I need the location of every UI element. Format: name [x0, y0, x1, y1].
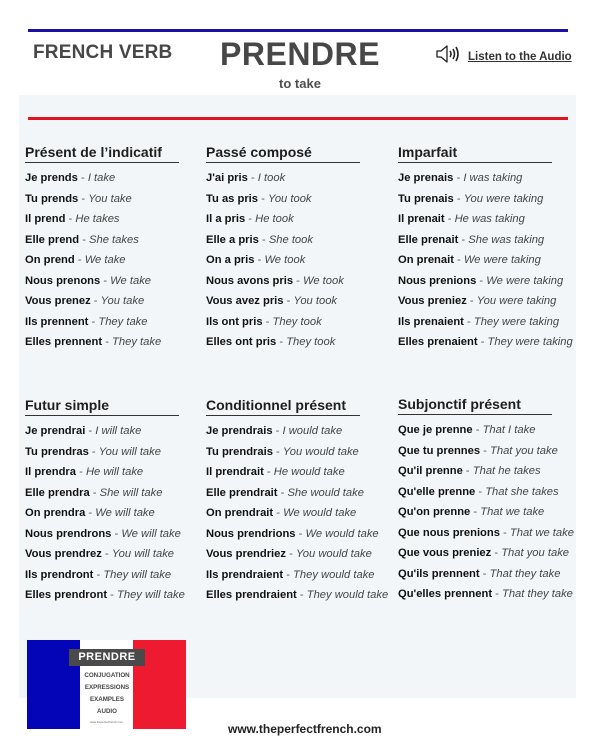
conjugation-row: [25, 250, 210, 271]
conjugation-row: [398, 271, 583, 292]
promo-item: EXAMPLES: [89, 696, 125, 703]
french-form: Ils prennent: [25, 315, 89, 328]
separator: -: [74, 254, 85, 266]
french-form: Nous prenons: [25, 274, 101, 287]
promo-flag-image[interactable]: [27, 640, 186, 729]
conjugation-row: [398, 584, 583, 605]
english-translation: You take: [88, 192, 132, 205]
english-translation: He would take: [273, 466, 345, 478]
french-form: Vous prendrez: [25, 548, 102, 560]
separator: -: [276, 336, 287, 348]
conjugation-row: [398, 209, 583, 230]
promo-item: CONJUGATION: [84, 672, 130, 679]
separator: -: [90, 295, 101, 307]
conjugation-row: [25, 332, 210, 353]
tense-title: Présent de l’indicatif: [25, 144, 179, 163]
french-form: Ils prendraient: [206, 568, 284, 581]
english-translation: That I take: [482, 424, 536, 436]
separator: -: [458, 233, 469, 246]
english-translation: He took: [255, 213, 294, 225]
separator: -: [88, 445, 99, 458]
english-translation: We would take: [283, 507, 357, 519]
english-translation: We will take: [121, 527, 181, 540]
conjugation-row: [25, 442, 210, 463]
separator: -: [254, 254, 265, 266]
separator: -: [277, 486, 288, 499]
english-translation: You would take: [282, 445, 359, 458]
english-translation: That they take: [502, 588, 573, 600]
separator: -: [463, 315, 474, 328]
french-form: Qu'on prenne: [398, 506, 471, 518]
conjugation-row: [206, 462, 391, 483]
separator: -: [462, 465, 473, 477]
conjugation-row: [398, 564, 583, 585]
english-translation: They take: [112, 336, 162, 348]
english-translation: You took: [293, 295, 338, 307]
french-form: J'ai pris: [206, 172, 248, 184]
english-translation: They take: [98, 315, 148, 328]
french-form: Tu as pris: [206, 192, 259, 205]
separator: -: [296, 589, 307, 601]
english-translation: That he takes: [472, 465, 541, 477]
separator: -: [93, 568, 104, 581]
english-translation: That you take: [490, 444, 558, 457]
conjugation-row: [25, 230, 210, 251]
verb-translation: to take: [279, 76, 321, 91]
french-form: Elle prend: [25, 233, 80, 246]
french-form: Elles prennent: [25, 336, 103, 348]
english-translation: They would take: [293, 568, 375, 581]
separator: -: [100, 274, 111, 287]
conjugation-row: [206, 312, 391, 333]
conjugation-row: [25, 544, 210, 565]
promo-small-url: www.theperfectfrench.com: [90, 720, 123, 724]
english-translation: I take: [87, 172, 116, 184]
tense-title: Subjonctif présent: [398, 396, 552, 415]
french-form: Il a pris: [206, 213, 246, 225]
conjugation-row: [398, 230, 583, 251]
separator: -: [263, 466, 274, 478]
conjugation-row: [206, 483, 391, 504]
conjugation-row: [206, 332, 391, 353]
separator: -: [65, 213, 76, 225]
french-form: Tu prends: [25, 192, 79, 205]
separator: -: [499, 526, 510, 539]
english-translation: That you take: [501, 547, 570, 559]
tense-block: [206, 397, 391, 606]
french-form: Elles prendront: [25, 589, 108, 601]
header-label: FRENCH VERB: [33, 42, 173, 63]
separator: -: [491, 547, 502, 559]
red-divider: [28, 117, 568, 120]
french-form: Vous prendriez: [206, 548, 286, 560]
french-form: Nous prendrons: [25, 527, 112, 540]
english-translation: She was taking: [468, 233, 545, 246]
conjugation-row: [206, 524, 391, 545]
french-form: Elles prendraient: [206, 589, 297, 601]
conjugation-row: [398, 312, 583, 333]
french-form: Que je prenne: [398, 424, 473, 436]
english-translation: They will take: [103, 568, 172, 581]
english-translation: I took: [257, 172, 286, 184]
conjugation-row: [206, 230, 391, 251]
tense-block: [206, 144, 391, 353]
separator: -: [479, 567, 490, 580]
english-translation: We take: [84, 254, 126, 266]
french-form: On prend: [25, 254, 75, 266]
english-translation: He takes: [75, 213, 120, 225]
french-form: Elles ont pris: [206, 336, 277, 348]
separator: -: [85, 507, 96, 519]
tense-title: Conditionnel présent: [206, 397, 360, 416]
conjugation-row: [25, 291, 210, 312]
conjugation-row: [398, 523, 583, 544]
conjugation-row: [206, 209, 391, 230]
listen-audio-button[interactable]: [435, 44, 572, 69]
french-form: On prenait: [398, 254, 454, 266]
conjugation-row: [25, 524, 210, 545]
separator: -: [283, 568, 294, 581]
separator: -: [88, 315, 99, 328]
french-form: Je prends: [25, 172, 78, 184]
conjugation-row: [398, 502, 583, 523]
english-translation: You were taking: [476, 295, 557, 307]
tense-title: Futur simple: [25, 397, 179, 416]
tense-block: [398, 396, 583, 605]
conjugation-row: [398, 332, 583, 353]
separator: -: [492, 588, 502, 600]
separator: -: [466, 295, 477, 307]
promo-item: EXPRESSIONS: [84, 684, 130, 691]
separator: -: [111, 527, 122, 540]
conjugation-row: [206, 442, 391, 463]
english-translation: You would take: [295, 548, 372, 560]
french-form: Que vous preniez: [398, 547, 492, 559]
separator: -: [472, 424, 483, 436]
english-translation: They were taking: [487, 336, 573, 348]
french-form: Je prendrais: [206, 425, 273, 437]
french-form: Vous preniez: [398, 295, 467, 307]
conjugation-row: [25, 209, 210, 230]
english-translation: They would take: [306, 589, 389, 601]
french-form: Ils prenaient: [398, 315, 464, 328]
separator: -: [247, 172, 258, 184]
french-form: Ils prendront: [25, 568, 94, 581]
separator: -: [285, 548, 296, 560]
separator: -: [470, 506, 481, 518]
french-form: Vous avez pris: [206, 295, 284, 307]
french-form: Je prenais: [398, 172, 454, 184]
french-form: Il prendra: [25, 466, 76, 478]
separator: -: [273, 507, 284, 519]
conjugation-row: [206, 565, 391, 586]
french-form: Qu'il prenne: [398, 465, 463, 477]
separator: -: [477, 336, 488, 348]
conjugation-row: [398, 461, 583, 482]
french-form: Vous prenez: [25, 295, 91, 307]
english-translation: I will take: [95, 425, 142, 437]
separator: -: [444, 213, 455, 225]
separator: -: [77, 172, 88, 184]
french-form: Qu'elle prenne: [398, 485, 476, 498]
french-form: Elle prendrait: [206, 486, 278, 499]
english-translation: That we take: [509, 526, 574, 539]
french-form: Nous avons pris: [206, 274, 294, 287]
french-form: On prendra: [25, 507, 86, 519]
tense-block: [398, 144, 583, 353]
english-translation: We were taking: [486, 274, 564, 287]
conjugation-row: [206, 250, 391, 271]
english-translation: That we take: [480, 506, 545, 518]
separator: -: [453, 254, 464, 266]
blue-divider: [28, 29, 568, 32]
conjugation-row: [206, 271, 391, 292]
conjugation-row: [25, 565, 210, 586]
french-form: Il prenait: [398, 213, 445, 225]
conjugation-row: [25, 585, 210, 606]
separator: -: [101, 548, 112, 560]
french-form: Il prend: [25, 213, 66, 225]
french-form: Elles prenaient: [398, 336, 478, 348]
english-translation: He was taking: [454, 213, 525, 225]
separator: -: [258, 233, 269, 246]
separator: -: [283, 295, 294, 307]
english-translation: He will take: [85, 466, 144, 478]
english-translation: I would take: [282, 425, 343, 437]
conjugation-row: [398, 291, 583, 312]
separator: -: [258, 192, 268, 205]
english-translation: We will take: [95, 507, 155, 519]
separator: -: [272, 445, 283, 458]
english-translation: We took: [303, 274, 344, 287]
tense-title: Imparfait: [398, 144, 552, 163]
french-form: Nous prendrions: [206, 527, 296, 540]
conjugation-row: [398, 168, 583, 189]
tense-title: Passé composé: [206, 144, 360, 163]
promo-item: AUDIO: [97, 708, 117, 715]
french-form: Tu prenais: [398, 192, 454, 205]
conjugation-row: [206, 421, 391, 442]
french-form: Qu'ils prennent: [398, 567, 480, 580]
separator: -: [75, 466, 86, 478]
promo-feature-list: [77, 670, 137, 718]
english-translation: We were taking: [463, 254, 541, 266]
english-translation: They were taking: [473, 315, 560, 328]
conjugation-row: [25, 421, 210, 442]
french-form: Tu prendras: [25, 445, 89, 458]
french-form: On a pris: [206, 254, 255, 266]
promo-verb-label: PRENDRE: [69, 649, 145, 666]
speaker-icon: [435, 44, 462, 69]
verb-title: PRENDRE: [220, 36, 380, 72]
separator: -: [78, 192, 89, 205]
french-form: Que nous prenions: [398, 526, 500, 539]
separator: -: [85, 425, 96, 437]
separator: -: [480, 444, 491, 457]
english-translation: She will take: [99, 486, 163, 499]
separator: -: [262, 315, 273, 328]
english-translation: That they take: [489, 567, 561, 580]
english-translation: We would take: [305, 527, 379, 540]
french-form: On prendrait: [206, 507, 274, 519]
french-form: Je prendrai: [25, 425, 86, 437]
french-form: Elle prendra: [25, 486, 90, 499]
listen-audio-link[interactable]: Listen to the Audio: [468, 50, 572, 63]
english-translation: You were taking: [463, 192, 544, 205]
conjugation-row: [398, 441, 583, 462]
conjugation-row: [25, 483, 210, 504]
french-form: Tu prendrais: [206, 445, 273, 458]
conjugation-row: [25, 312, 210, 333]
conjugation-row: [25, 271, 210, 292]
conjugation-row: [398, 250, 583, 271]
tense-block: [25, 144, 210, 353]
english-translation: They will take: [117, 589, 185, 601]
english-translation: You took: [267, 192, 312, 205]
separator: -: [79, 233, 90, 246]
english-translation: You will take: [98, 445, 161, 458]
french-form: Elle prenait: [398, 233, 459, 246]
english-translation: You will take: [111, 548, 175, 560]
separator: -: [107, 589, 118, 601]
english-translation: You take: [100, 295, 145, 307]
website-url[interactable]: www.theperfectfrench.com: [228, 722, 382, 736]
separator: -: [102, 336, 113, 348]
separator: -: [476, 274, 487, 287]
english-translation: She took: [268, 233, 313, 246]
english-translation: We take: [110, 274, 152, 287]
conjugation-row: [206, 503, 391, 524]
french-form: Il prendrait: [206, 466, 264, 478]
separator: -: [295, 527, 306, 540]
separator: -: [293, 274, 303, 287]
separator: -: [475, 485, 486, 498]
separator: -: [453, 172, 464, 184]
english-translation: She would take: [287, 486, 364, 499]
french-form: Qu'elles prennent: [398, 588, 493, 600]
english-translation: That she takes: [485, 485, 559, 498]
english-translation: They took: [286, 336, 336, 348]
conjugation-row: [25, 462, 210, 483]
conjugation-row: [398, 189, 583, 210]
conjugation-row: [206, 168, 391, 189]
conjugation-row: [206, 544, 391, 565]
english-translation: We took: [264, 254, 306, 266]
conjugation-row: [206, 291, 391, 312]
tense-block: [25, 397, 210, 606]
french-form: Nous prenions: [398, 274, 477, 287]
french-form: Ils ont pris: [206, 315, 263, 328]
conjugation-row: [25, 503, 210, 524]
conjugation-row: [398, 543, 583, 564]
french-form: Elle a pris: [206, 233, 259, 246]
conjugation-row: [206, 585, 391, 606]
separator: -: [272, 425, 283, 437]
separator: -: [453, 192, 464, 205]
separator: -: [245, 213, 256, 225]
conjugation-row: [398, 420, 583, 441]
english-translation: They took: [272, 315, 322, 328]
conjugation-row: [25, 189, 210, 210]
conjugation-row: [398, 482, 583, 503]
conjugation-row: [25, 168, 210, 189]
english-translation: She takes: [89, 233, 139, 246]
separator: -: [89, 486, 100, 499]
conjugation-row: [206, 189, 391, 210]
french-form: Que tu prennes: [398, 444, 481, 457]
english-translation: I was taking: [463, 172, 523, 184]
